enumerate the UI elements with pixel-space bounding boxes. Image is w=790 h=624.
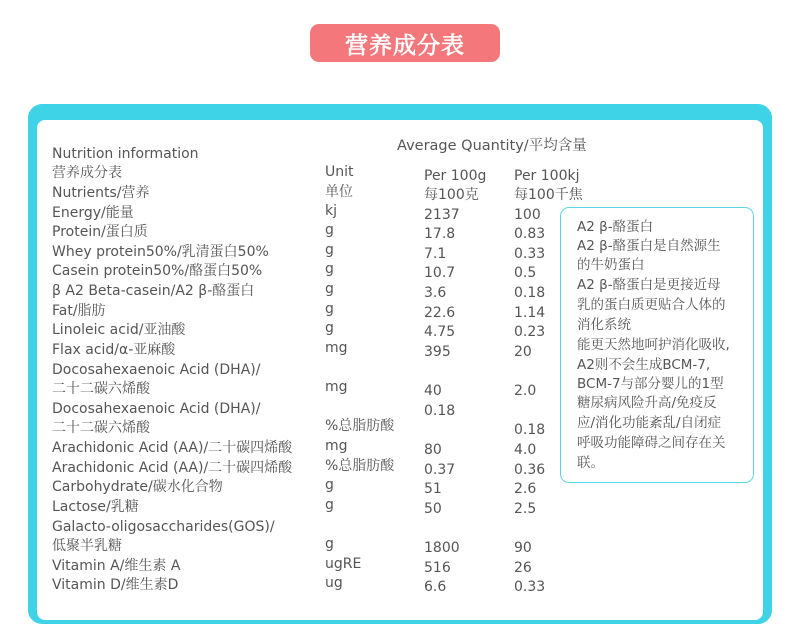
row-per100g: 2137 — [424, 207, 460, 223]
row-name: Carbohydrate/碳水化合物 — [52, 479, 223, 495]
page-title-badge — [310, 24, 500, 62]
row-name: Protein/蛋白质 — [52, 224, 148, 240]
per100kj-header-en: Per 100kj — [514, 168, 580, 184]
row-per100kj: 20 — [514, 344, 532, 360]
note-line: A2则不会生成BCM-7, — [577, 357, 711, 373]
row-unit: g — [325, 477, 334, 493]
row-per100kj: 2.0 — [514, 383, 537, 399]
row-name: Galacto-oligosaccharides(GOS)/ — [52, 519, 275, 535]
row-per100kj: 0.83 — [514, 226, 546, 242]
row-unit: g — [325, 497, 334, 513]
row-per100g: 6.6 — [424, 579, 447, 595]
note-line: 能更天然地呵护消化吸收, — [577, 337, 730, 353]
row-per100kj: 4.0 — [514, 442, 537, 458]
row-per100kj: 1.14 — [514, 305, 546, 321]
row-name: 二十二碳六烯酸 — [52, 381, 150, 397]
row-name: Energy/能量 — [52, 205, 134, 221]
row-per100kj: 2.5 — [514, 501, 537, 517]
row-unit: mg — [325, 379, 348, 395]
row-per100g: 3.6 — [424, 285, 447, 301]
row-unit: g — [325, 261, 334, 277]
note-line: BCM-7与部分婴儿的1型 — [577, 376, 724, 392]
row-per100g: 17.8 — [424, 226, 456, 242]
row-per100kj: 0.5 — [514, 265, 537, 281]
row-name: 低聚半乳糖 — [52, 538, 122, 554]
row-unit: g — [325, 320, 334, 336]
note-line: 糖尿病风险升高/免疫反 — [577, 395, 717, 411]
nutrition-information-label: Nutrition information — [52, 146, 199, 162]
row-name: β A2 Beta-casein/A2 β-酪蛋白 — [52, 283, 255, 299]
row-per100g: 80 — [424, 442, 442, 458]
row-per100g: 10.7 — [424, 265, 456, 281]
row-per100g: 0.37 — [424, 462, 456, 478]
row-unit: g — [325, 222, 334, 238]
per100g-header-cn: 每100克 — [424, 187, 479, 203]
row-per100kj: 26 — [514, 560, 532, 576]
row-unit: ugRE — [325, 556, 362, 572]
note-line: 呼吸功能障碍之间存在关 — [577, 435, 726, 451]
row-unit: g — [325, 536, 334, 552]
row-unit: %总脂肪酸 — [325, 458, 395, 474]
row-per100g: 51 — [424, 481, 442, 497]
note-line: 应/消化功能紊乱/自闭症 — [577, 415, 722, 431]
row-per100g: 40 — [424, 383, 442, 399]
average-quantity-header: Average Quantity/平均含量 — [397, 138, 587, 154]
note-line: 的牛奶蛋白 — [577, 257, 645, 273]
note-line: A2 β-酪蛋白是自然源生 — [577, 238, 721, 254]
row-per100kj: 0.18 — [514, 285, 546, 301]
row-per100g: 22.6 — [424, 305, 456, 321]
row-per100g: 4.75 — [424, 324, 456, 340]
row-unit: mg — [325, 438, 348, 454]
row-name: Docosahexaenoic Acid (DHA)/ — [52, 362, 261, 378]
row-per100g: 50 — [424, 501, 442, 517]
note-line: 乳的蛋白质更贴合人体的 — [577, 297, 726, 313]
row-per100kj: 90 — [514, 540, 532, 556]
row-per100kj: 0.36 — [514, 462, 546, 478]
row-per100kj: 0.33 — [514, 579, 546, 595]
row-per100kj: 0.23 — [514, 324, 546, 340]
row-name: Docosahexaenoic Acid (DHA)/ — [52, 401, 261, 417]
row-name: Linoleic acid/亚油酸 — [52, 322, 186, 338]
row-unit: g — [325, 301, 334, 317]
page-title: 营养成分表 — [345, 32, 465, 59]
row-per100g: 395 — [424, 344, 451, 360]
unit-header-cn: 单位 — [325, 184, 353, 200]
row-per100g: 516 — [424, 560, 451, 576]
row-name: Vitamin D/维生素D — [52, 577, 179, 593]
row-name: Fat/脂肪 — [52, 303, 106, 319]
row-name: Casein protein50%/酪蛋白50% — [52, 263, 263, 279]
row-per100kj: 0.18 — [514, 422, 546, 438]
row-per100kj: 2.6 — [514, 481, 537, 497]
note-line: 联。 — [577, 455, 604, 471]
note-line: A2 β-酪蛋白 — [577, 219, 654, 235]
row-name: Flax acid/α-亚麻酸 — [52, 342, 176, 358]
note-line: A2 β-酪蛋白是更接近母 — [577, 277, 721, 293]
row-name: Lactose/乳糖 — [52, 499, 139, 515]
row-name: Vitamin A/维生素 A — [52, 558, 181, 574]
row-per100g: 1800 — [424, 540, 460, 556]
row-unit: kj — [325, 203, 337, 219]
row-name: Whey protein50%/乳清蛋白50% — [52, 244, 269, 260]
row-per100g: 7.1 — [424, 246, 447, 262]
row-unit: g — [325, 281, 334, 297]
row-per100kj: 0.33 — [514, 246, 546, 262]
nutrients-label: Nutrients/营养 — [52, 185, 150, 201]
table-title-label: 营养成分表 — [52, 165, 122, 181]
per100g-header-en: Per 100g — [424, 168, 487, 184]
per100kj-header-cn: 每100千焦 — [514, 187, 583, 203]
row-unit: g — [325, 242, 334, 258]
row-name: 二十二碳六烯酸 — [52, 420, 150, 436]
row-per100kj: 100 — [514, 207, 541, 223]
row-name: Arachidonic Acid (AA)/二十碳四烯酸 — [52, 440, 293, 456]
row-unit: ug — [325, 575, 343, 591]
row-per100g: 0.18 — [424, 403, 456, 419]
note-line: 消化系统 — [577, 317, 631, 333]
unit-header-en: Unit — [325, 164, 354, 180]
row-unit: %总脂肪酸 — [325, 418, 395, 434]
row-name: Arachidonic Acid (AA)/二十碳四烯酸 — [52, 460, 293, 476]
row-unit: mg — [325, 340, 348, 356]
